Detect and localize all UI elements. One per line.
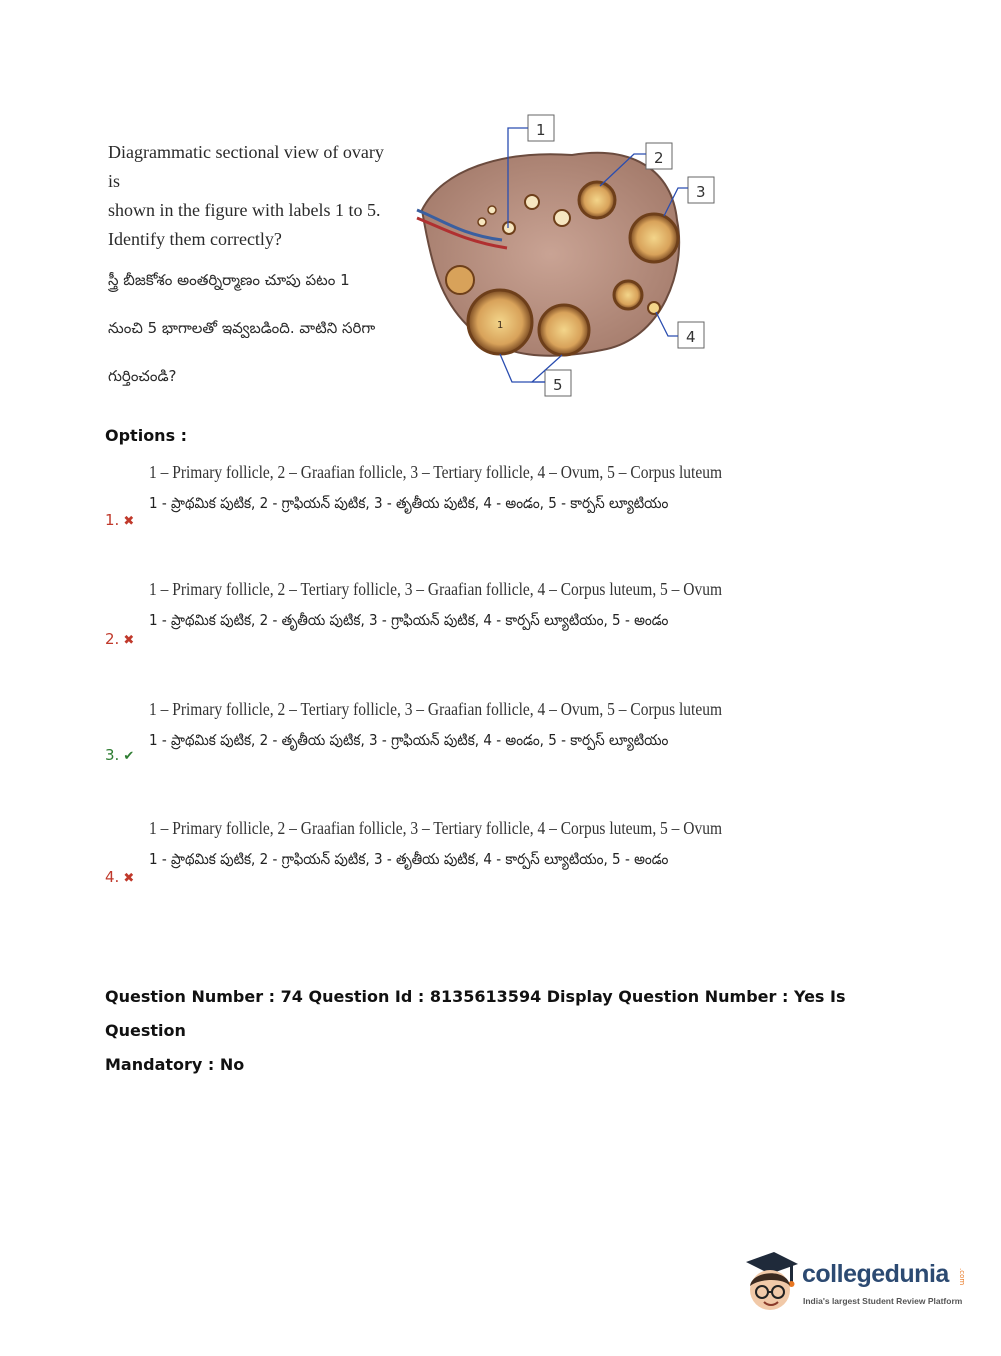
brand-tagline: India's largest Student Review Platform xyxy=(803,1296,963,1306)
options-heading: Options : xyxy=(105,426,188,445)
option-english-text: 1 – Primary follicle, 2 – Tertiary follicle, 3 – Graafian follicle, 4 – Ovum, 5 – Corpus luteum xyxy=(149,699,722,719)
option-number xyxy=(105,868,134,886)
option-number-label: 3. xyxy=(105,746,120,764)
option-english-text: 1 – Primary follicle, 2 – Tertiary follicle, 3 – Graafian follicle, 4 – Corpus luteum, 5 – Ovum xyxy=(149,579,722,599)
option-english-text: 1 – Primary follicle, 2 – Graafian follicle, 3 – Tertiary follicle, 4 – Ovum, 5 – Corpus luteum xyxy=(149,462,722,482)
option-telugu-text: 1 - ప్రాథమిక పుటిక, 2 - తృతీయ పుటిక, 3 - గ్రాఫియన్ పుటిక, 4 - అండం, 5 - కార్పస్ ల్యూటియం xyxy=(149,731,669,749)
option-number xyxy=(105,511,134,529)
option-english-text: 1 – Primary follicle, 2 – Graafian follicle, 3 – Tertiary follicle, 4 – Corpus luteum, 5 – Ovum xyxy=(149,818,722,838)
question-meta-line: Mandatory : No xyxy=(105,1055,245,1074)
ovary-illustration xyxy=(412,110,732,405)
option-number-label: 1. xyxy=(105,511,120,529)
option-telugu-text: 1 - ప్రాథమిక పుటిక, 2 - తృతీయ పుటిక, 3 - గ్రాఫియన్ పుటిక, 4 - కార్పస్ ల్యూటియం, 5 - అండం xyxy=(149,611,669,629)
option-telugu-text: 1 - ప్రాథమిక పుటిక, 2 - గ్రాఫియన్ పుటిక, 3 - తృతీయ పుటిక, 4 - కార్పస్ ల్యూటియం, 5 - అండం xyxy=(149,850,669,868)
question-meta xyxy=(105,980,905,1082)
option-telugu-text: 1 - ప్రాథమిక పుటిక, 2 - గ్రాఫియన్ పుటిక, 3 - తృతీయ పుటిక, 4 - అండం, 5 - కార్పస్ ల్యూటియం xyxy=(149,494,669,512)
ovary-diagram xyxy=(412,110,732,405)
label-3: 3 xyxy=(696,183,706,201)
check-icon: ✔ xyxy=(123,749,135,764)
option-number xyxy=(105,630,134,648)
question-meta-line: Question Number : 74 Question Id : 8135613594 Display Question Number : Yes Is Question xyxy=(105,987,846,1040)
option-number-label: 2. xyxy=(105,630,120,648)
question-text xyxy=(108,138,398,398)
wrong-icon: ✖ xyxy=(123,871,135,886)
question-telugu-line: నుంచి 5 భాగాలతో ఇవ్వబడింది. వాటిని సరిగా xyxy=(108,319,376,337)
question-english-line: shown in the figure with labels 1 to 5. xyxy=(108,200,381,220)
mascot-icon xyxy=(740,1248,802,1318)
question-english-line: Diagrammatic sectional view of ovary is xyxy=(108,142,384,191)
question-telugu-line: గుర్తించండి? xyxy=(108,367,177,385)
question-english-line: Identify them correctly? xyxy=(108,229,282,249)
question-telugu-line: స్త్రీ బీజకోశం అంతర్నిర్మాణం చూపు పటం 1 xyxy=(108,271,350,289)
option-number xyxy=(105,746,134,764)
label-4: 4 xyxy=(686,328,696,346)
collegedunia-logo xyxy=(740,1248,970,1318)
label-5: 5 xyxy=(553,376,563,394)
wrong-icon: ✖ xyxy=(123,514,135,529)
label-2: 2 xyxy=(654,149,664,167)
option-number-label: 4. xyxy=(105,868,120,886)
brand-name: collegedunia xyxy=(802,1260,949,1288)
brand-suffix: .com xyxy=(958,1268,966,1286)
follicle-center-label: 1 xyxy=(497,320,504,331)
label-1: 1 xyxy=(536,121,546,139)
wrong-icon: ✖ xyxy=(123,633,135,648)
